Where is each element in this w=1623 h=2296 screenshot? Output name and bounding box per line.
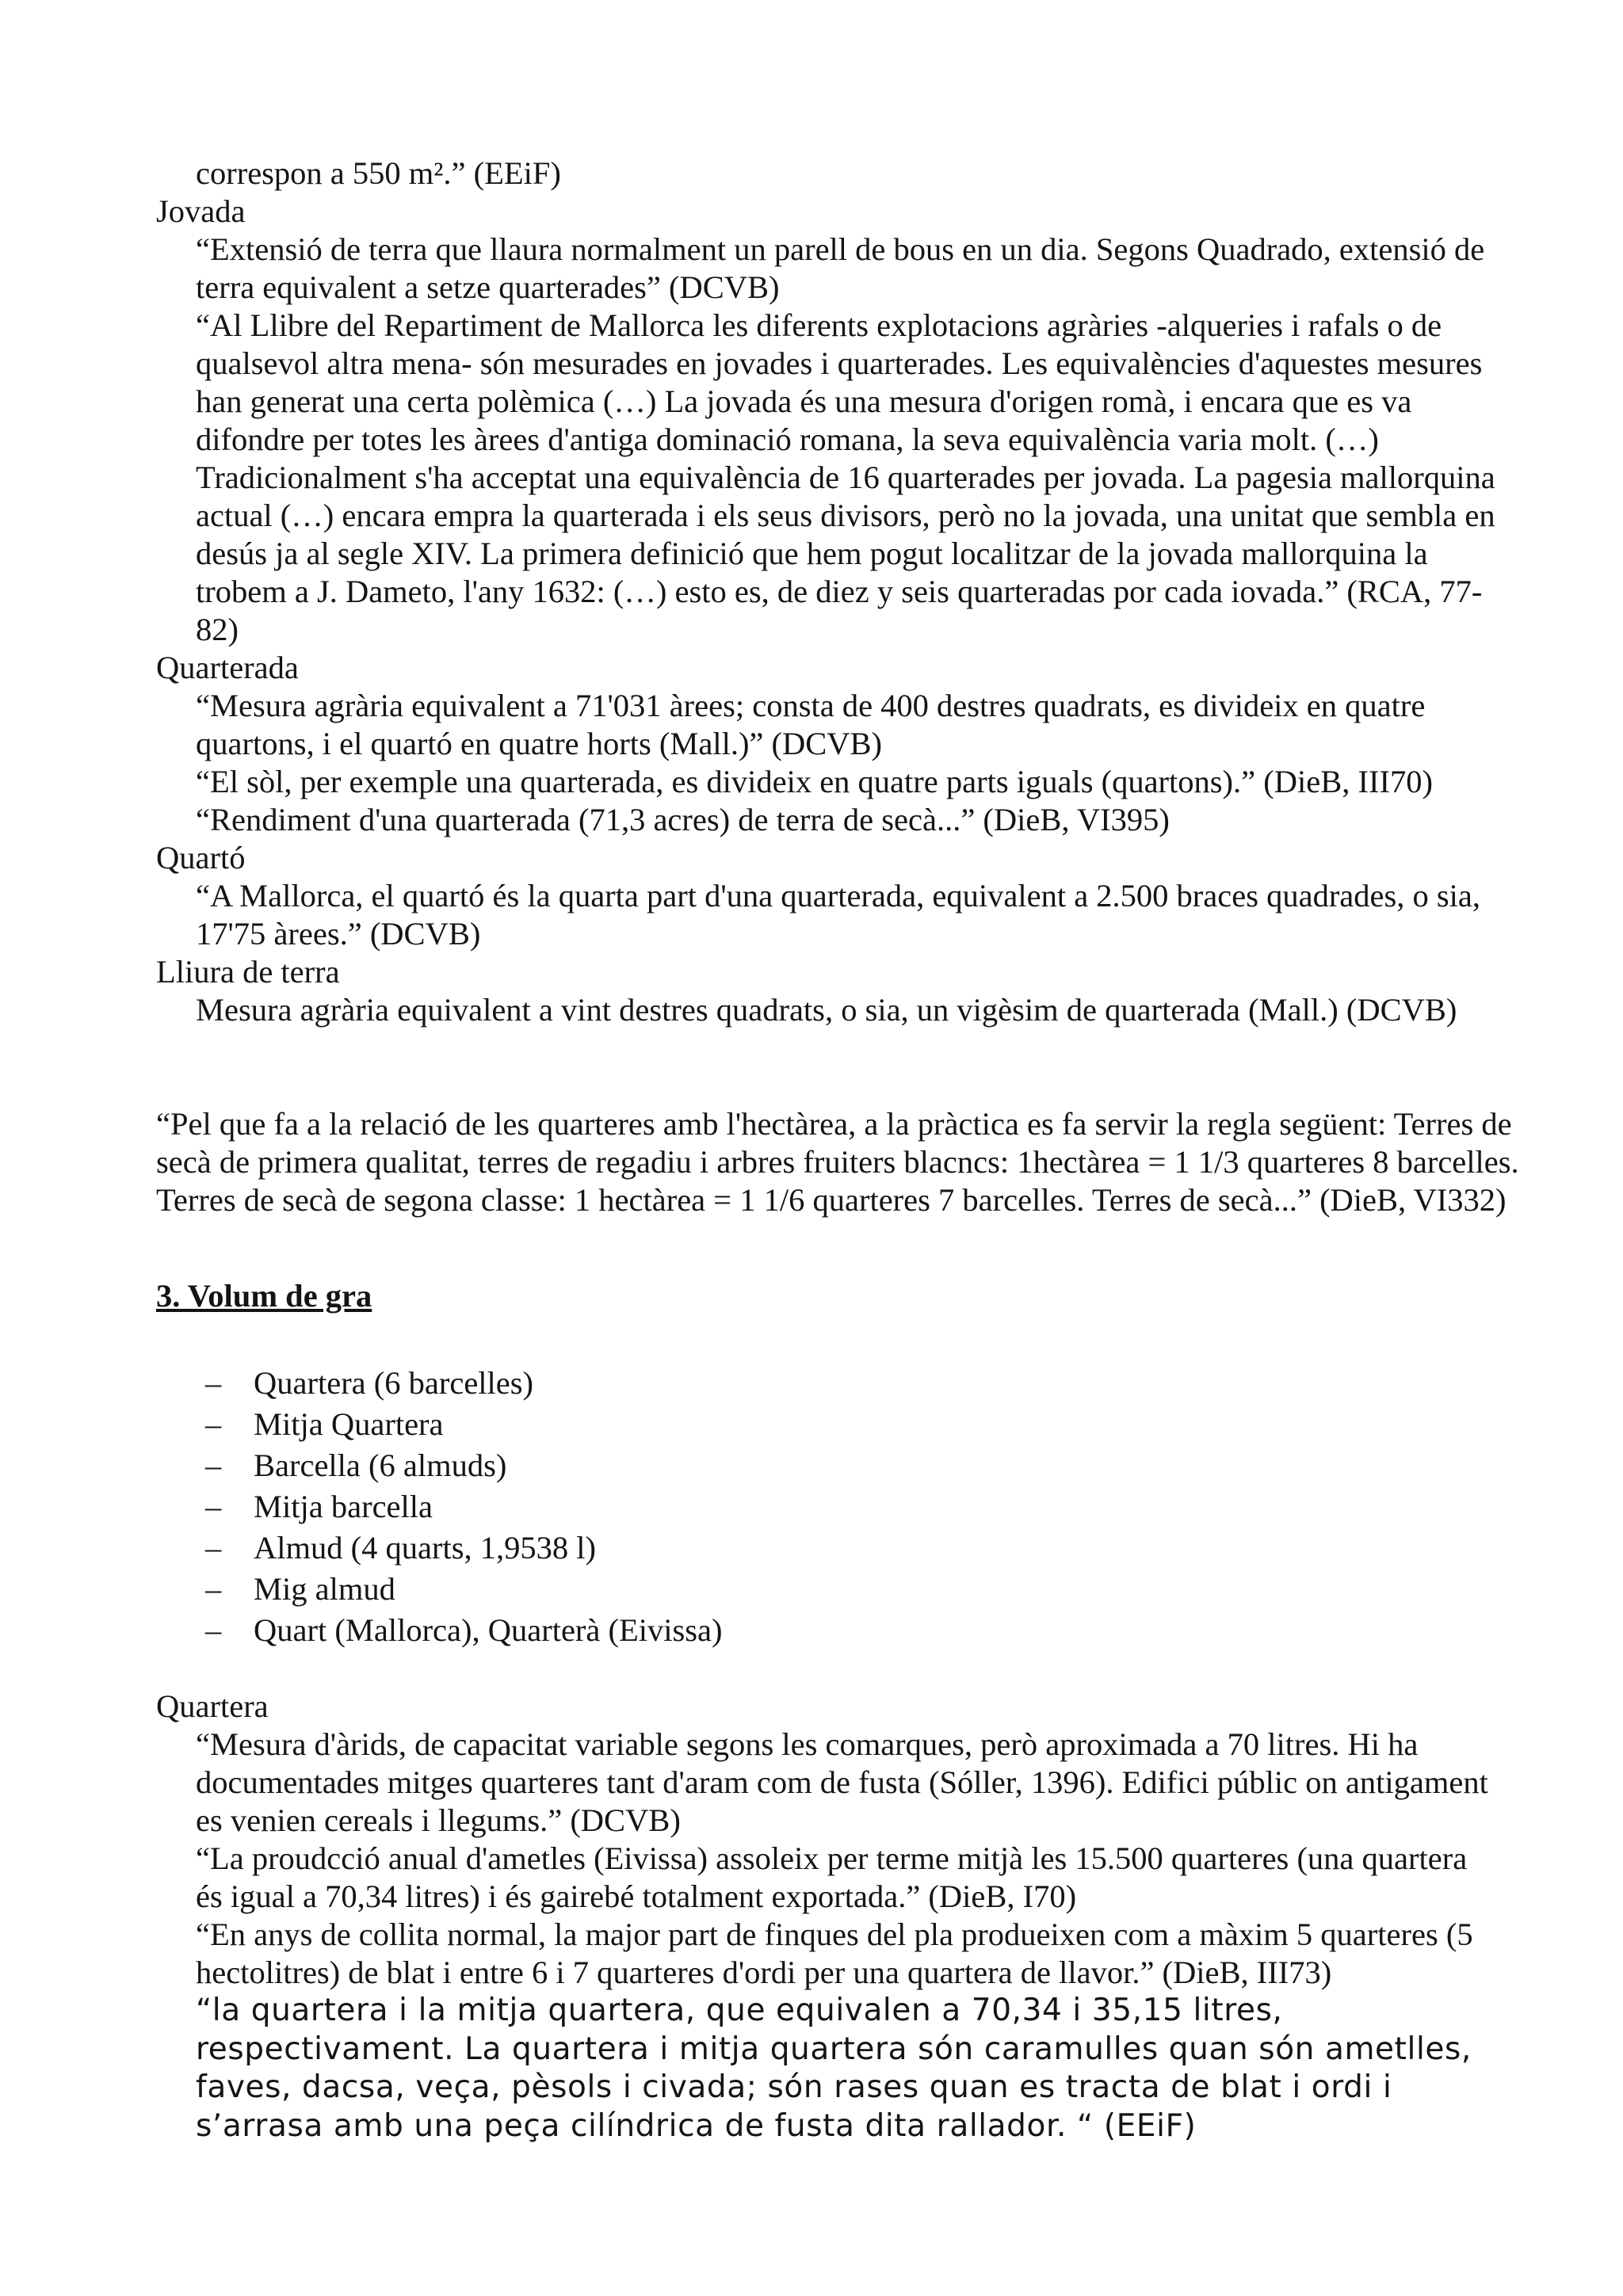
definition-quartera-dcvb: “Mesura d'àrids, de capacitat variable segons les comarques, però aproximada a 70 litres. Hi ha documentades mitges quarteres tant d'aram com de fusta (Sóller, 1396). Edifici públic on antigament es venien cereals i llegums.” (DCVB) xyxy=(196,1726,1488,1838)
dash-bullet: – xyxy=(205,1365,222,1401)
continued-definition: correspon a 550 m².” (EEiF) xyxy=(196,155,561,191)
list-item xyxy=(205,1486,722,1527)
term-quarterada: Quarterada xyxy=(156,650,299,685)
definition-quartera-dieb-i70: “La proudcció anual d'ametles (Eivissa) assoleix per terme mitjà les 15.500 quarteres (una quartera és igual a 70,34 litres) i és gairebé totalment exportada.” (DieB, I70) xyxy=(196,1840,1468,1914)
definition-quarterada-dieb-iii70: “El sòl, per exemple una quarterada, es divideix en quatre parts iguals (quartons).” (DieB, III70) xyxy=(196,764,1433,799)
dash-bullet: – xyxy=(205,1612,222,1648)
list-item-text: Barcella (6 almuds) xyxy=(254,1447,507,1483)
term-quartera: Quartera xyxy=(156,1688,269,1724)
definition-jovada-rca: “Al Llibre del Repartiment de Mallorca les diferents explotacions agràries -alqueries i rafals o de qualsevol altra mena- són mesurades en jovades i quarterades. Les equivalències d'aquestes mesures han generat una certa polèmica (…) La jovada és una mesura d'origen romà, i encara que es va difondre per totes les àrees d'antiga dominació romana, la seva equivalència varia molt. (…) Tradicionalment s'ha acceptat una equivalència de 16 quarterades per jovada. La pagesia mallorquina actual (…) encara empra la quarterada i els seus divisors, però no la jovada, una unitat que sembla en desús ja al segle XIV. La primera definició que hem pogut localitzar de la jovada mallorquina la trobem a J. Dameto, l'any 1632: (…) esto es, de diez y seis quarteradas por cada iovada.” (RCA, 77-82) xyxy=(196,307,1495,647)
definition-quartera-dieb-iii73: “En anys de collita normal, la major part de finques del pla produeixen com a màxim 5 quarteres (5 hectolitres) de blat i entre 6 i 7 quarteres d'ordi per una quartera de llavor.” (DieB, III73) xyxy=(196,1917,1473,1990)
list-item xyxy=(205,1527,722,1569)
dash-bullet: – xyxy=(205,1447,222,1483)
term-lliura-de-terra: Lliura de terra xyxy=(156,954,340,990)
dash-bullet: – xyxy=(205,1406,222,1442)
list-item-text: Mitja barcella xyxy=(254,1489,433,1524)
dash-bullet: – xyxy=(205,1489,222,1524)
hectare-paragraph: “Pel que fa a la relació de les quarteres amb l'hectàrea, a la pràctica es fa servir la regla següent: Terres de secà de primera qualitat, terres de regadiu i arbres fruiters blacncs: 1hectàrea = 1 1/3 quarteres 8 barcelles. Terres de secà de segona classe: 1 hectàrea = 1 1/6 quarteres 7 barcelles. Terres de secà...” (DieB, VI332) xyxy=(156,1106,1519,1218)
definition-quarterada-dieb-vi395: “Rendiment d'una quarterada (71,3 acres) de terra de secà...” (DieB, VI395) xyxy=(196,802,1170,837)
definition-quarterada-dcvb: “Mesura agrària equivalent a 71'031 àrees; consta de 400 destres quadrats, es divideix en quatre quartons, i el quartó en quatre horts (Mall.)” (DCVB) xyxy=(196,688,1426,761)
list-item xyxy=(205,1404,722,1445)
list-item xyxy=(205,1445,722,1486)
dash-bullet: – xyxy=(205,1571,222,1607)
list-item-text: Almud (4 quarts, 1,9538 l) xyxy=(254,1530,596,1566)
list-item xyxy=(205,1610,722,1651)
definition-quartera-eeif: “la quartera i la mitja quartera, que equivalen a 70,34 i 35,15 litres, respectivament. La quartera i mitja quartera són caramulles quan són ametlles, faves, dacsa, veça, pèsols i civada; són rases quan es tracta de blat i ordi i s’arrasa amb una peça cilíndrica de fusta dita rallador. “ (EEiF) xyxy=(196,1993,1472,2144)
list-item xyxy=(205,1363,722,1404)
list-item-text: Mig almud xyxy=(254,1571,395,1607)
list-item-text: Mitja Quartera xyxy=(254,1406,444,1442)
term-jovada: Jovada xyxy=(156,193,246,229)
grain-units-list xyxy=(205,1363,722,1651)
list-item-text: Quart (Mallorca), Quarterà (Eivissa) xyxy=(254,1612,723,1648)
list-item xyxy=(205,1569,722,1610)
list-item-text: Quartera (6 barcelles) xyxy=(254,1365,534,1401)
term-quarto: Quartó xyxy=(156,840,246,875)
definition-lliura-de-terra: Mesura agrària equivalent a vint destres quadrats, o sia, un vigèsim de quarterada (Mall.) (DCVB) xyxy=(196,992,1457,1028)
dash-bullet: – xyxy=(205,1530,222,1566)
section-heading-volum-de-gra: 3. Volum de gra xyxy=(156,1278,372,1314)
definition-quarto-dcvb: “A Mallorca, el quartó és la quarta part d'una quarterada, equivalent a 2.500 braces quadrades, o sia, 17'75 àrees.” (DCVB) xyxy=(196,878,1481,952)
definition-jovada-dcvb: “Extensió de terra que llaura normalment un parell de bous en un dia. Segons Quadrado, extensió de terra equivalent a setze quarterades” (DCVB) xyxy=(196,231,1485,305)
